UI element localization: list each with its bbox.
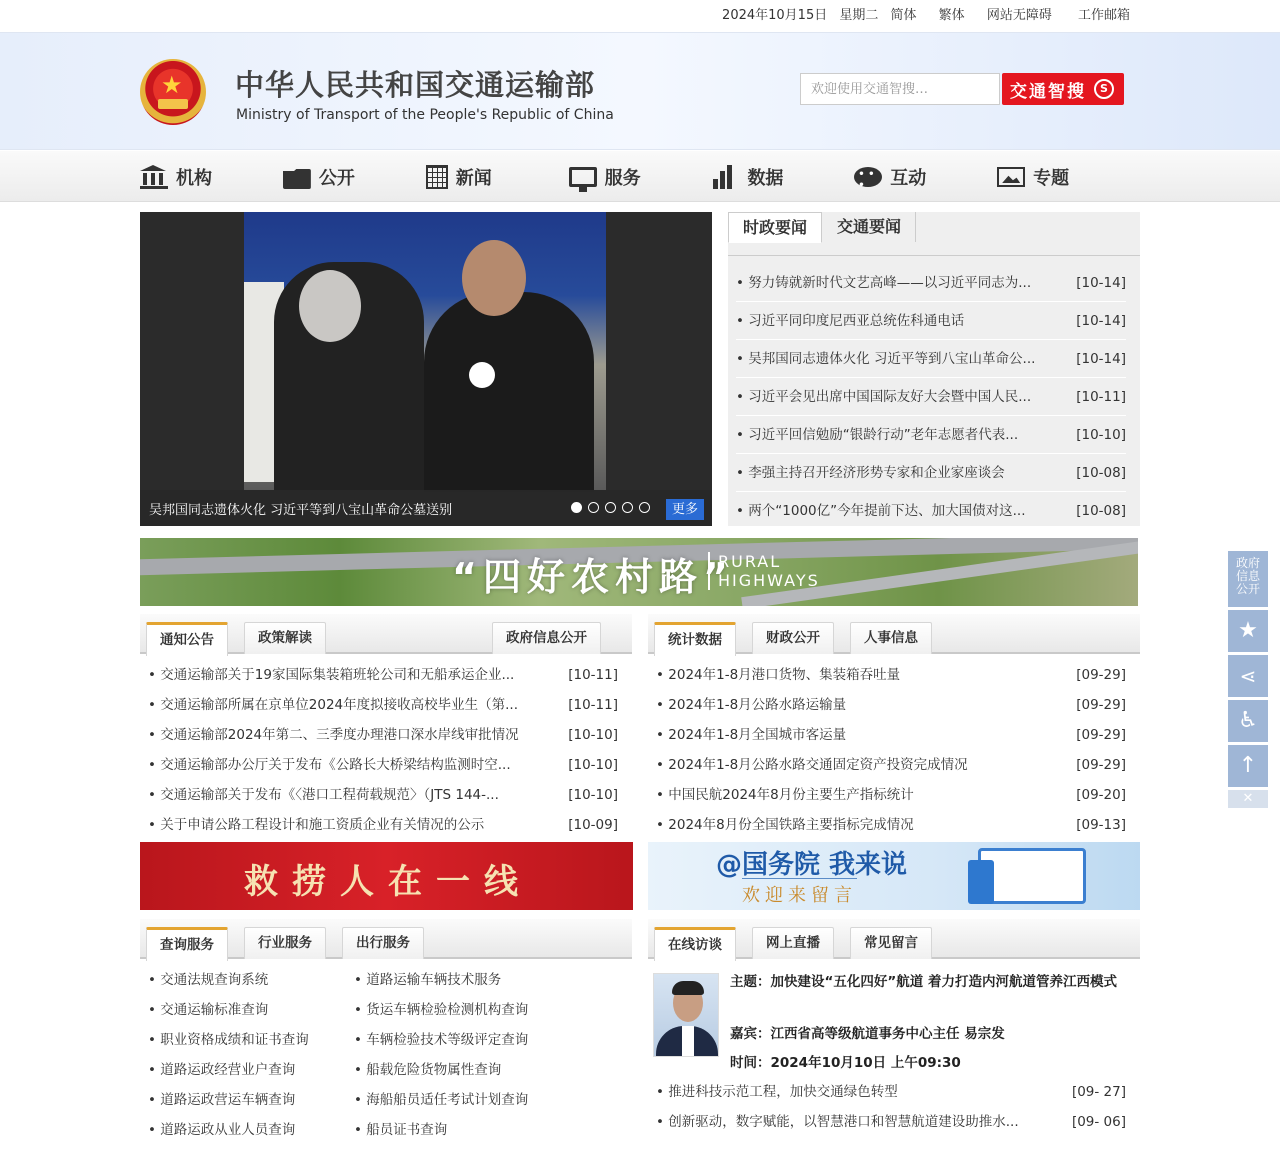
- search-button[interactable]: [1002, 73, 1124, 105]
- chat-icon: [854, 167, 882, 187]
- date-text: 2024年10月15日: [722, 8, 828, 23]
- rural-highways-banner[interactable]: [140, 538, 1138, 606]
- slide-dot-4[interactable]: [622, 502, 633, 513]
- phone-icon: [968, 860, 994, 904]
- nav-item-services[interactable]: 服务: [569, 164, 712, 190]
- list-item[interactable]: • 交通运输部办公厅关于发布《公路长大桥梁结构监测时空... [10-10]: [140, 750, 632, 780]
- list-item[interactable]: • 2024年1-8月公路水路运输量 [09-29]: [648, 690, 1140, 720]
- nav-item-disclosure[interactable]: 公开: [283, 164, 426, 190]
- service-link[interactable]: • 道路运政经营业户查询: [148, 1055, 354, 1085]
- slide-dot-5[interactable]: [639, 502, 650, 513]
- service-link[interactable]: • 交通法规查询系统: [148, 965, 354, 995]
- stats-list: [648, 654, 1140, 840]
- list-item[interactable]: • 努力铸就新时代文艺高峰——以习近平同志为... [10-14]: [736, 264, 1126, 302]
- folder-icon: [283, 169, 311, 189]
- site-header: [0, 32, 1280, 150]
- slide-dot-2[interactable]: [588, 502, 599, 513]
- tab-policy-interpretation[interactable]: 政策解读: [244, 622, 326, 654]
- interview-guest: 嘉宾：江西省高等级航道事务中心主任 易宗发: [730, 1026, 1005, 1042]
- work-mail-link[interactable]: 工作邮箱: [1077, 8, 1130, 23]
- top-bar: [0, 0, 1280, 32]
- list-item[interactable]: • 创新驱动，数字赋能，以智慧港口和智慧航道建设助推水... [09- 06]: [648, 1107, 1140, 1137]
- nav-item-data[interactable]: 数据: [711, 164, 854, 190]
- accessibility-icon[interactable]: ♿: [1228, 700, 1268, 742]
- top-news-list: [728, 256, 1140, 530]
- list-item[interactable]: • 关于申请公路工程设计和施工资质企业有关情况的公示 [10-09]: [140, 810, 632, 840]
- simplified-link[interactable]: 简体: [890, 8, 917, 23]
- notices-list: [140, 654, 632, 840]
- service-link[interactable]: • 车辆检验技术等级评定查询: [354, 1025, 614, 1055]
- list-item[interactable]: • 习近平同印度尼西亚总统佐科通电话 [10-14]: [736, 302, 1126, 340]
- list-item[interactable]: • 2024年1-8月公路水路交通固定资产投资完成情况 [09-29]: [648, 750, 1140, 780]
- tab-common-messages[interactable]: 常见留言: [850, 927, 932, 959]
- slide-dot-3[interactable]: [605, 502, 616, 513]
- guest-avatar[interactable]: [653, 973, 719, 1057]
- back-to-top-icon[interactable]: ↑: [1228, 745, 1268, 787]
- service-link[interactable]: • 交通运输标准查询: [148, 995, 354, 1025]
- notices-panel: [140, 614, 632, 840]
- favorite-star-icon[interactable]: ★: [1228, 610, 1268, 652]
- accessibility-link[interactable]: 网站无障碍: [986, 8, 1052, 23]
- tab-query-services[interactable]: 查询服务: [146, 927, 228, 961]
- service-link[interactable]: • 船载危险货物属性查询: [354, 1055, 614, 1085]
- list-item[interactable]: • 习近平回信勉励“银龄行动”老年志愿者代表... [10-10]: [736, 416, 1126, 454]
- slideshow-caption[interactable]: 吴邦国同志遗体火化 习近平等到八宝山革命公墓送别: [149, 503, 453, 518]
- tab-online-interview[interactable]: 在线访谈: [654, 927, 736, 961]
- rescue-promo-text: 救捞人在一线: [244, 862, 532, 902]
- state-council-promo-title: @国务院 我来说: [716, 850, 908, 880]
- slideshow-photo[interactable]: [244, 212, 606, 490]
- tab-transport-news[interactable]: 交通要闻: [823, 212, 916, 242]
- main-nav: [0, 150, 1280, 202]
- services-tabs: [140, 919, 632, 959]
- tab-travel-services[interactable]: 出行服务: [342, 927, 424, 959]
- tab-statistics[interactable]: 统计数据: [654, 622, 736, 656]
- list-item[interactable]: • 习近平会见出席中国国际友好大会暨中国人民... [10-11]: [736, 378, 1126, 416]
- list-item[interactable]: • 李强主持召开经济形势专家和企业家座谈会 [10-08]: [736, 454, 1126, 492]
- site-title[interactable]: 中华人民共和国交通运输部: [235, 68, 596, 102]
- list-item[interactable]: • 中国民航2024年8月份主要生产指标统计 [09-20]: [648, 780, 1140, 810]
- floating-sidebar: [1228, 551, 1268, 808]
- notices-tabs: [140, 614, 632, 654]
- stats-tabs: [648, 614, 1140, 654]
- services-panel: [140, 919, 632, 1145]
- tab-notices[interactable]: 通知公告: [146, 622, 228, 656]
- nav-item-topics[interactable]: 专题: [997, 164, 1140, 190]
- tab-finance-disclosure[interactable]: 财政公开: [752, 622, 834, 654]
- list-item[interactable]: • 2024年1-8月全国城市客运量 [09-29]: [648, 720, 1140, 750]
- calendar-icon: [426, 165, 448, 189]
- weekday-text: 星期二: [839, 8, 879, 23]
- laptop-icon: [978, 848, 1086, 904]
- state-council-promo-subtitle: 欢迎来留言: [742, 878, 857, 907]
- slideshow-more-button[interactable]: 更多: [666, 499, 704, 520]
- nav-item-institutions[interactable]: 机构: [140, 164, 283, 190]
- building-icon: [140, 165, 168, 189]
- service-link[interactable]: • 货运车辆检验检测机构查询: [354, 995, 614, 1025]
- list-item[interactable]: • 交通运输部所属在京单位2024年度拟接收高校毕业生（第... [10-11]: [140, 690, 632, 720]
- list-item[interactable]: • 吴邦国同志遗体火化 习近平等到八宝山革命公... [10-14]: [736, 340, 1126, 378]
- interview-tabs: [648, 919, 1140, 959]
- tab-live-broadcast[interactable]: 网上直播: [752, 927, 834, 959]
- service-link[interactable]: • 职业资格成绩和证书查询: [148, 1025, 354, 1055]
- tab-personnel-info[interactable]: 人事信息: [850, 622, 932, 654]
- list-item[interactable]: • 推进科技示范工程，加快交通绿色转型 [09- 27]: [648, 1077, 1140, 1107]
- slideshow-dots: [571, 502, 650, 513]
- interview-panel: [648, 919, 1140, 1137]
- interview-list: [648, 1077, 1140, 1137]
- content-panels: [140, 606, 1140, 1166]
- service-link[interactable]: • 道路运政从业人员查询: [148, 1115, 354, 1145]
- rescue-promo-banner[interactable]: [140, 842, 633, 910]
- site-subtitle-en: Ministry of Transport of the People's Republic of China: [236, 107, 614, 123]
- picture-icon: [997, 167, 1025, 187]
- banner-title: “四好农村路”: [452, 555, 734, 599]
- bar-chart-icon: [711, 165, 739, 189]
- list-item[interactable]: • 两个“1000亿”今年提前下达、加大国债对这... [10-08]: [736, 492, 1126, 530]
- nav-item-news[interactable]: 新闻: [426, 164, 569, 190]
- list-item[interactable]: • 2024年8月份全国铁路主要指标完成情况 [09-13]: [648, 810, 1140, 840]
- service-link[interactable]: • 海船船员适任考试计划查询: [354, 1085, 614, 1115]
- service-link[interactable]: • 道路运政营运车辆查询: [148, 1085, 354, 1115]
- search-button-label: 交通智搜: [1010, 81, 1086, 102]
- interview-time: 时间：2024年10月10日 上午09:30: [730, 1055, 961, 1071]
- search-input[interactable]: [800, 73, 1000, 105]
- stats-panel: [648, 614, 1140, 840]
- nav-item-interaction[interactable]: • • • 互动: [854, 164, 997, 190]
- share-icon[interactable]: ⋖: [1228, 655, 1268, 697]
- interview-feature[interactable]: [648, 959, 1140, 1077]
- list-item[interactable]: • 交通运输部关于发布《〈港口工程荷载规范〉（JTS 144-... [10-10]: [140, 780, 632, 810]
- list-item[interactable]: • 交通运输部关于19家国际集装箱班轮公司和无船承运企业... [10-11]: [140, 660, 632, 690]
- gov-info-button[interactable]: 政府信息公开: [1228, 551, 1268, 607]
- state-council-promo-banner[interactable]: [648, 842, 1140, 910]
- top-news-tabs: [728, 212, 1140, 256]
- search-icon: S: [1094, 79, 1114, 99]
- list-item[interactable]: • 交通运输部2024年第二、三季度办理港口深水岸线审批情况 [10-10]: [140, 720, 632, 750]
- services-list: [140, 959, 632, 1145]
- slide-dot-1[interactable]: [571, 502, 582, 513]
- national-emblem-icon[interactable]: ★: [140, 59, 206, 125]
- list-item[interactable]: • 2024年1-8月港口货物、集装箱吞吐量 [09-29]: [648, 660, 1140, 690]
- tab-gov-info-disclosure[interactable]: 政府信息公开: [492, 622, 601, 654]
- news-slideshow[interactable]: [140, 212, 712, 526]
- close-icon[interactable]: ✕: [1228, 790, 1268, 808]
- monitor-icon: [569, 167, 597, 187]
- slideshow-caption-bar: [140, 490, 712, 526]
- traditional-link[interactable]: 繁体: [938, 8, 965, 23]
- hero-section: [140, 212, 1140, 537]
- service-link[interactable]: • 道路运输车辆技术服务: [354, 965, 614, 995]
- banner-subtitle-en: RURAL HIGHWAYS: [708, 552, 820, 590]
- service-link[interactable]: • 船员证书查询: [354, 1115, 614, 1145]
- tab-politics-news[interactable]: 时政要闻: [728, 212, 822, 243]
- interview-topic[interactable]: 主题：加快建设“五化四好”航道 着力打造内河航道管养江西模式: [730, 974, 1117, 990]
- tab-industry-services[interactable]: 行业服务: [244, 927, 326, 959]
- top-news-panel: [728, 212, 1140, 526]
